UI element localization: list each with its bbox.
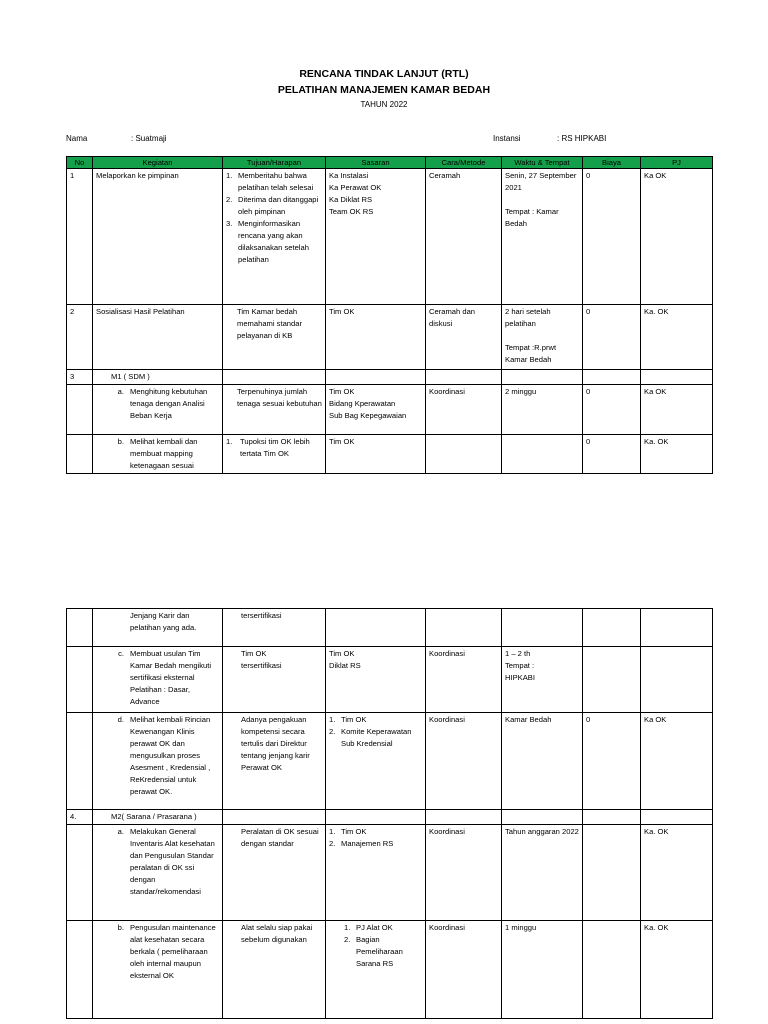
cell-waktu: 2 minggu [502,385,583,435]
cell-waktu: Kamar Bedah [502,713,583,810]
sasaran-item: Tim OK [329,387,355,396]
cell-no: 4. [67,810,93,825]
cell-pj: Ka OK [641,169,713,305]
sasaran-item: Diklat RS [329,661,361,670]
cell-sasaran [326,647,426,713]
title-rtl: RENCANA TINDAK LANJUT (RTL) [299,68,469,80]
cell-tujuan: Tim Kamar bedah memahami standar pelayanan di KB [223,305,326,370]
title-tahun: TAHUN 2022 [360,100,408,109]
cell-pj: Ka. OK [641,305,713,370]
tempat-text: Tempat : Kamar Bedah [505,207,559,228]
cell-kegiatan: Jenjang Karir dan pelatihan yang ada. [93,609,223,647]
col-sasaran: Sasaran [326,157,426,169]
cell-no: 3 [67,370,93,385]
col-pj: PJ [641,157,713,169]
waktu-text: 2 hari setelah pelatihan [505,307,551,328]
cell-tujuan: tersertifikasi [223,609,326,647]
cell-sasaran: Tim OK [326,435,426,474]
sasaran-item: Bidang Kperawatan [329,399,396,408]
cell-cara: Koordinasi [426,385,502,435]
cell-tujuan: Terpenuhinya jumlah tenaga sesuai kebutuhan [223,385,326,435]
cell-cara: Ceramah [426,169,502,305]
col-kegiatan: Kegiatan [93,157,223,169]
table-row [67,921,713,1019]
cell-biaya: 0 [583,169,641,305]
cell-kegiatan [93,385,223,435]
tempat-text: Tempat :R.prwt Kamar Bedah [505,343,557,364]
kegiatan-text: Melakukan General Inventaris Alat kesehatan dan Pengusulan Standar peralatan di OK ssi dengan standar/rekomendasi [130,827,215,896]
cell-cara: Koordinasi [426,825,502,921]
cell-pj: Ka. OK [641,921,713,1019]
cell-waktu [502,305,583,370]
kegiatan-text: Membuat usulan Tim Kamar Bedah mengikuti sertifikasi eksternal Pelatihan : Dasar, Advance [130,649,212,706]
cell-kegiatan [93,921,223,1019]
cell-cara: Ceramah dan diskusi [426,305,502,370]
item-letter: d. [117,715,124,724]
cell-tujuan: Peralatan di OK sesuai dengan standar [223,825,326,921]
cell-biaya: 0 [583,713,641,810]
rtl-table-page1 [66,156,713,474]
table-row [67,305,713,370]
cell-sasaran: 1. PJ Alat OK 2. Bagian Pemeliharaan Sarana RS [326,921,426,1019]
cell-sasaran: 1. Tim OK 2. Komite Keperawatan Sub Kredensial [326,713,426,810]
sasaran-item: Ka Diklat RS [329,195,373,204]
cell-pj: Ka OK [641,713,713,810]
table-row [67,609,713,647]
nama-value: : Suatmaji [131,134,167,143]
table-row [67,647,713,713]
sasaran-item: Sub Bag Kepegawaian [329,411,407,420]
cell-no: 2 [67,305,93,370]
col-no: No [67,157,93,169]
tujuan-num: 1. [226,437,233,446]
cell-biaya: 0 [583,385,641,435]
item-letter: a. [117,827,124,836]
section-label: M1 ( SDM ) [93,370,223,385]
table-row [67,810,713,825]
nama-label: Nama [66,134,88,143]
cell-sasaran: 1. Tim OK 2. Manajemen RS [326,825,426,921]
kegiatan-text: Pengusulan maintenance alat kesehatan secara berkala ( pemeliharaan oleh internal maupun eksternal OK [130,923,216,980]
sasaran-item: Komite Keperawatan Sub Kredensial [341,727,412,748]
sasaran-item: PJ Alat OK [356,923,393,932]
table-row [67,169,713,305]
sasaran-item: Manajemen RS [341,839,394,848]
col-cara: Cara/Metode [426,157,502,169]
tujuan-item: Menginformasikan rencana yang akan dilaksanakan setelah pelatihan [238,219,309,264]
tujuan-item: Memberitahu bahwa pelatihan telah selesai [238,171,314,192]
table-row [67,385,713,435]
col-tujuan: Tujuan/Harapan [223,157,326,169]
cell-cara: Koordinasi [426,647,502,713]
cell-sasaran: Tim OK [326,305,426,370]
item-letter: b. [117,923,124,932]
cell-waktu: 1 minggu [502,921,583,1019]
cell-waktu: 1 – 2 th Tempat : HIPKABI [502,647,583,713]
cell-cara: Koordinasi [426,921,502,1019]
sasaran-item: Tim OK [341,827,367,836]
cell-kegiatan [93,647,223,713]
cell-kegiatan: Melaporkan ke pimpinan [93,169,223,305]
table-header-row [67,157,713,169]
table-row [67,370,713,385]
cell-cara: Koordinasi [426,713,502,810]
cell-no: 1 [67,169,93,305]
cell-tujuan: Alat selalu siap pakai sebelum digunakan [223,921,326,1019]
cell-kegiatan [93,435,223,474]
item-letter: c. [118,649,124,658]
cell-sasaran [326,385,426,435]
cell-sasaran [326,169,426,305]
section-label: M2( Sarana / Prasarana ) [93,810,223,825]
sasaran-item: Ka Perawat OK [329,183,382,192]
title-pelatihan: PELATIHAN MANAJEMEN KAMAR BEDAH [277,84,491,96]
col-waktu: Waktu & Tempat [502,157,583,169]
sasaran-item: Tim OK [329,649,355,658]
cell-kegiatan: Sosialisasi Hasil Pelatihan [93,305,223,370]
waktu-text: Senin, 27 September 2021 [505,171,577,192]
sasaran-item: Team OK RS [329,207,374,216]
sasaran-item: Bagian Pemeliharaan Sarana RS [356,935,403,968]
item-letter: b. [117,437,124,446]
instansi-value: : RS HIPKABI [557,134,607,143]
sasaran-item: Ka Instalasi [329,171,369,180]
cell-tujuan: Adanya pengakuan kompetensi secara tertulis dari Direktur tentang jenjang karir Perawat OK [223,713,326,810]
table-row [67,713,713,810]
kegiatan-text: Melihat kembali Rincian Kewenangan Klinis perawat OK dan mengusulkan proses Asesment , Kredensial , ReKredensial untuk perawat OK. [130,715,211,796]
item-letter: a. [117,387,124,396]
cell-waktu [502,169,583,305]
cell-tujuan: 1. Memberitahu bahwa pelatihan telah selesai 2. Diterima dan ditanggapi oleh pimpinan 3. Menginformasikan rencana yang akan dilaksanakan setelah pelatihan [223,169,326,305]
cell-biaya: 0 [583,435,641,474]
cell-kegiatan [93,825,223,921]
kegiatan-text: Menghitung kebutuhan tenaga dengan Analisi Beban Kerja [130,387,208,420]
cell-tujuan: 1. Tupoksi tim OK lebih tertata Tim OK [223,435,326,474]
col-biaya: Biaya [583,157,641,169]
sasaran-item: Tim OK [341,715,367,724]
cell-waktu: Tahun anggaran 2022 [502,825,583,921]
kegiatan-text: Melihat kembali dan membuat mapping ketenagaan sesuai [130,437,198,470]
table-row [67,825,713,921]
cell-tujuan: Tim OK tersertifikasi [223,647,326,713]
cell-pj: Ka. OK [641,825,713,921]
rtl-table-page2 [66,608,713,1019]
instansi-label: Instansi [493,134,521,143]
cell-pj: Ka. OK [641,435,713,474]
cell-biaya: 0 [583,305,641,370]
tujuan-item: Diterima dan ditanggapi oleh pimpinan [238,195,319,216]
cell-kegiatan [93,713,223,810]
cell-pj: Ka OK [641,385,713,435]
table-row [67,435,713,474]
